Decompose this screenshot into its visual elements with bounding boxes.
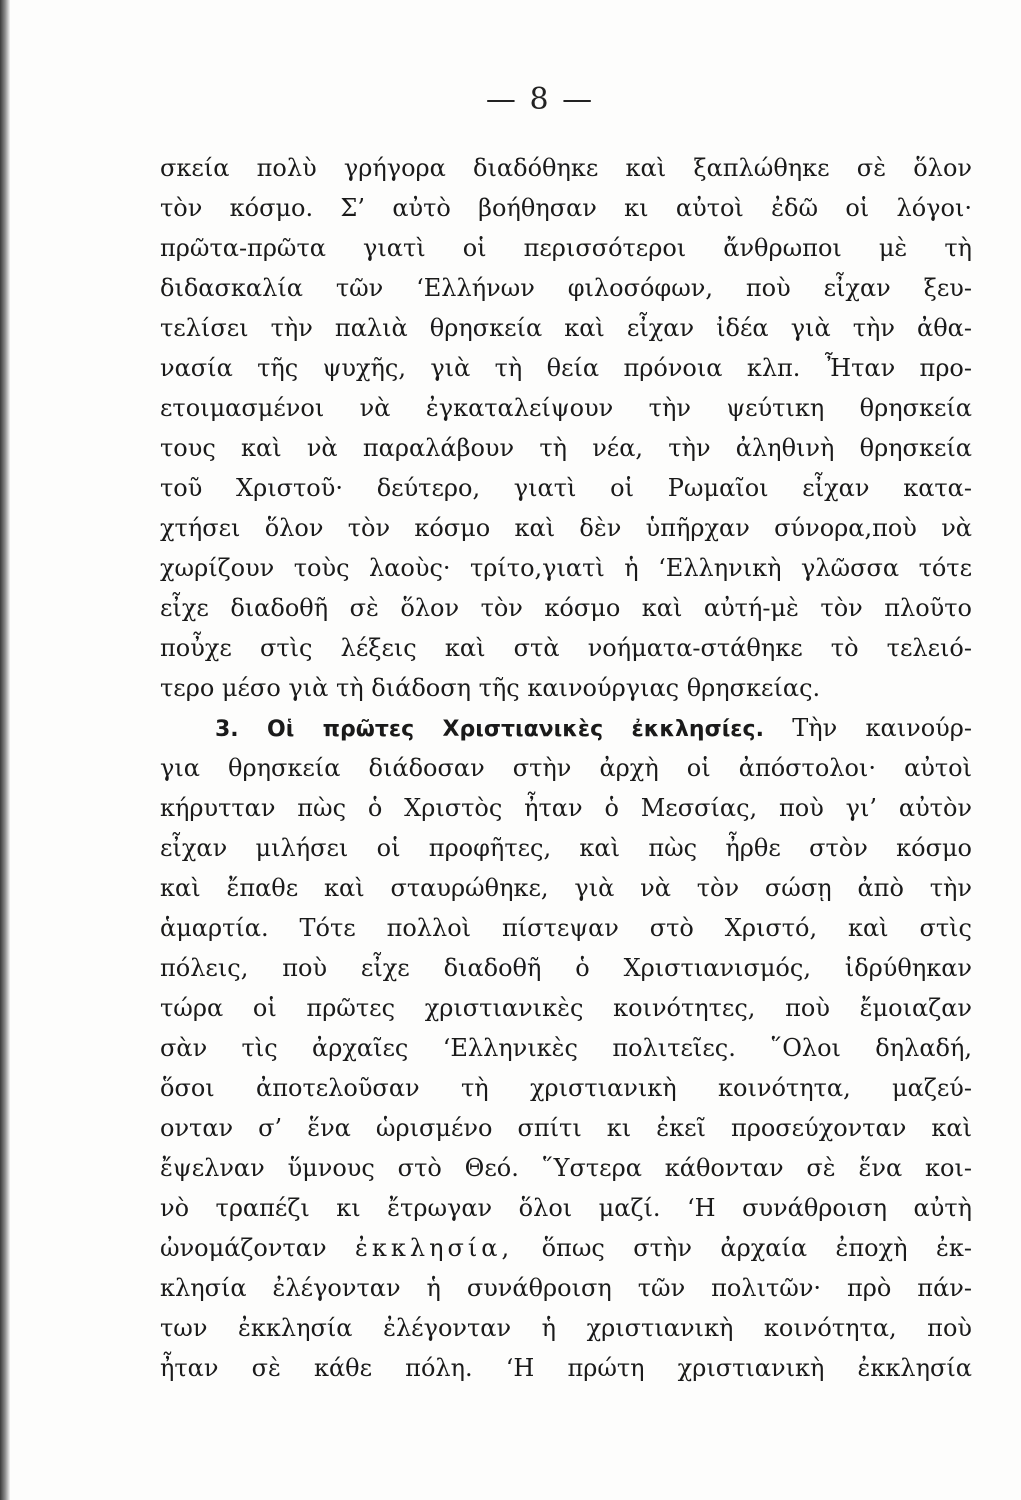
text-line: χτήσει ὅλον τὸν κόσμο καὶ δὲν ὑπῆρχαν σύνορα,ποὺ νὰ (160, 514, 972, 542)
section-3 (160, 708, 972, 1388)
body-text (160, 148, 972, 1388)
text-line: ἔψελναν ὕμνους στὸ Θεό. ῞Υστερα κάθονταν σὲ ἕνα κοι- (160, 1154, 972, 1182)
text-line: τερο μέσο γιὰ τὴ διάδοση τῆς καινούργιας θρησκείας. (160, 674, 821, 702)
text-line: εἶχαν μιλήσει οἱ προφῆτες, καὶ πὼς ἦρθε στὸν κόσμο (160, 834, 972, 862)
text-fragment: Τὴν καινούρ- (792, 714, 972, 742)
text-line: κήρυτταν πὼς ὁ Χριστὸς ἦταν ὁ Μεσσίας, ποὺ γι’ αὐτὸν (160, 794, 972, 822)
text-line: τελίσει τὴν παλιὰ θρησκεία καὶ εἶχαν ἰδέα γιὰ τὴν ἀθα- (160, 314, 972, 342)
text-line: σὰν τὶς ἀρχαῖες ‘Ελληνικὲς πολιτεῖες. ῞Ολοι δηλαδή, (160, 1034, 972, 1062)
text-line: διδασκαλία τῶν ‘Ελλήνων φιλοσόφων, ποὺ εἶχαν ξευ- (160, 274, 972, 302)
text-line: των ἐκκλησία ἐλέγονταν ἡ χριστιανικὴ κοινότητα, ποὺ (160, 1314, 972, 1342)
text-line: τους καὶ νὰ παραλάβουν τὴ νέα, τὴν ἀληθινὴ θρησκεία (160, 434, 972, 462)
text-fragment: ὠνομάζονταν (160, 1234, 327, 1262)
text-line: πρῶτα-πρῶτα γιατὶ οἱ περισσότεροι ἄνθρωποι μὲ τὴ (160, 234, 972, 262)
text-line: τοῦ Χριστοῦ· δεύτερο, γιατὶ οἱ Ρωμαῖοι εἶχαν κατα- (160, 474, 972, 502)
text-line: ονταν σ’ ἕνα ὡρισμένο σπίτι κι ἐκεῖ προσεύχονταν καὶ (160, 1114, 972, 1142)
page-number: — 8 — (485, 82, 595, 117)
text-line: τώρα οἱ πρῶτες χριστιανικὲς κοινότητες, ποὺ ἔμοιαζαν (160, 994, 972, 1022)
text-line: χωρίζουν τοὺς λαοὺς· τρίτο,γιατὶ ἡ ‘Ελληνικὴ γλῶσσα τότε (160, 554, 972, 582)
text-line: σκεία πολὺ γρήγορα διαδόθηκε καὶ ξαπλώθηκε σὲ ὅλον (160, 154, 972, 182)
text-line: ὅσοι ἀποτελοῦσαν τὴ χριστιανικὴ κοινότητα, μαζεύ- (160, 1074, 972, 1102)
text-line: για θρησκεία διάδοσαν στὴν ἀρχὴ οἱ ἀπόστολοι· αὐτοὶ (160, 754, 972, 782)
text-line: εἶχε διαδοθῆ σὲ ὅλον τὸν κόσμο καὶ αὐτή-μὲ τὸν πλοῦτο (160, 594, 972, 622)
section-heading-line (160, 708, 972, 748)
text-fragment: ὅπως στὴν ἀρχαία ἐποχὴ ἐκ- (541, 1234, 972, 1262)
text-line: νασία τῆς ψυχῆς, γιὰ τὴ θεία πρόνοια κλπ. Ἦταν προ- (160, 354, 972, 382)
text-line: καὶ ἔπαθε καὶ σταυρώθηκε, γιὰ νὰ τὸν σώσῃ ἀπὸ τὴν (160, 874, 972, 902)
text-line: ετοιμασμένοι νὰ ἐγκαταλείψουν τὴν ψεύτικη θρησκεία (160, 394, 972, 422)
section-heading: 3. Οἱ πρῶτες Χριστιανικὲς ἐκκλησίες. (215, 717, 764, 742)
paragraph (160, 148, 972, 708)
text-line: ποὖχε στὶς λέξεις καὶ στὰ νοήματα-στάθηκε τὸ τελειό- (160, 634, 972, 662)
text-line: νὸ τραπέζι κι ἔτρωγαν ὅλοι μαζί. ‘Η συνάθροιση αὐτὴ (160, 1194, 972, 1222)
text-line: πόλεις, ποὺ εἶχε διαδοθῆ ὁ Χριστιανισμός, ἱδρύθηκαν (160, 954, 972, 982)
text-line: κλησία ἐλέγονταν ἡ συνάθροιση τῶν πολιτῶν· πρὸ πάν- (160, 1274, 972, 1302)
emphasized-word: ἐκκλησία, (355, 1234, 514, 1262)
text-line: ἦταν σὲ κάθε πόλη. ‘Η πρώτη χριστιανικὴ ἐκκλησία (160, 1354, 972, 1382)
text-line (160, 1228, 972, 1268)
text-line: τὸν κόσμο. Σ’ αὐτὸ βοήθησαν κι αὐτοὶ ἐδῶ οἱ λόγοι· (160, 194, 972, 222)
page-binding-edge (0, 0, 10, 1500)
text-line: ἁμαρτία. Τότε πολλοὶ πίστεψαν στὸ Χριστό, καὶ στὶς (160, 914, 972, 942)
